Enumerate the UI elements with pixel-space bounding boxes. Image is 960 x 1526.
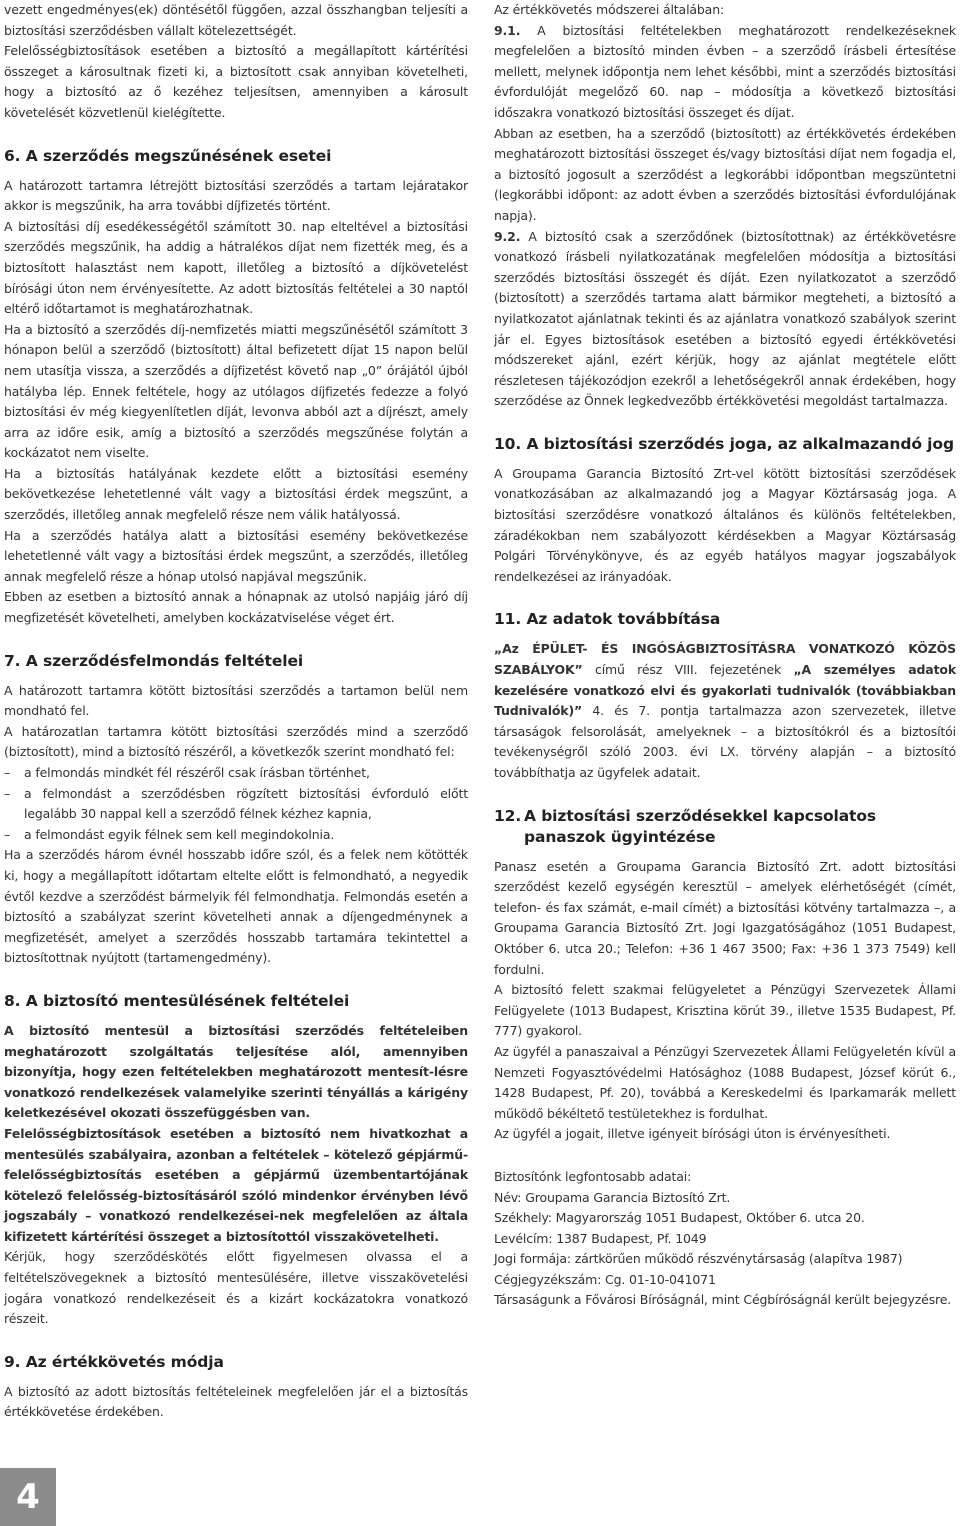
section-6-paragraph: A határozott tartamra létrejött biztosítási szerződés a tartam lejáratakor akkor is megszűnik, ha arra további díjfizetés történt.: [4, 177, 468, 214]
section-9-2-paragraph: [494, 227, 956, 412]
company-postal-address: Levélcím: 1387 Budapest, Pf. 1049: [494, 1230, 707, 1246]
company-legal-form: Jogi formája: zártkörűen működő részvénytársaság (alapítva 1987): [494, 1251, 903, 1267]
list-item: [4, 825, 468, 846]
section-8-paragraph: Kérjük, hogy szerződéskötés előtt figyelmesen olvassa el a feltételszövegeknek a biztosító mentesülésére, illetve visszakövetelési jogára vonatkozó rendelkezéseit és a kizárt kockázatokra vonatkozó részeit.: [4, 1249, 468, 1327]
section-9-heading: 9. Az értékkövetés módja: [4, 1352, 224, 1371]
intro-paragraph-2: Felelősségbiztosítások esetében a biztosító a megállapított kártérítési összeget a károsultnak fizeti ki, a biztosított csak annyiban követelheti, hogy a biztosító az ő kezéhez teljesítsen, amennyiben a károsult követelését közvetlenül kielégítette.: [4, 43, 468, 120]
section-9-paragraph: Abban az esetben, ha a szerződő (biztosított) az értékkövetés érdekében meghatározott biztosítási összeget és/vagy biztosítási díjat nem fogadja el, a biztosító jogosult a szerződést a legkorábbi időpontban megszüntetni (legkorábbi időpont: az adott évben a szerződés biztosítási évfordulójának napja).: [494, 125, 956, 223]
section-6-paragraph: Ha a biztosító a szerződés díj-nemfizetés miatti megszűnésétől számított 3 hónapon belül a szerződő (biztosított) által befizetett díjat 15 napon belül nem utasítja vissza, a szerződés a díjfizetést követő nap „0” órájától újból hatályba lép. Ennek feltétele, hogy az utólagos díjfizetés fedezze a folyó biztosítási év még kiegyenlítetlen díját, levonva abból azt a díjrészt, amely arra az időre esik, amíg a biztosító a szerződés megszűnése folytán a kockázatot nem viselte.: [4, 321, 468, 461]
section-7-paragraph: A határozott tartamra kötött biztosítási szerződés a tartamon belül nem mondható fel.: [4, 682, 468, 719]
section-6-paragraph: Ha a biztosítás hatályának kezdete előtt a biztosítási esemény bekövetkezése lehetetlenné vált vagy a biztosítási érdek megszűnt, a szerződés, illetőleg annak megfelelő része nem válik hatályossá.: [4, 465, 468, 523]
item-text: A biztosító csak a szerződőnek (biztosítottnak) az értékkövetésre vonatkozó írásbeli nyilatkozatának megfelelően módosítja a biztosítási szerződés biztosítási összegét és díját. Ezen nyilatkozatot a szerződő (biztosított) a szerződés tartama alatt bármikor megteheti, a biztosító a nyilatkozatot ajánlatnak tekinti és az ajánlatra vonatkozó szabályok szerint jár el. Egyes biztosítások esetében a biztosító egyedi értékkövetési módszereket ajánl, ezért kérjük, hogy az ajánlat megtétele előtt részletesen tájékozódjon ezekről a lehetőségekről annak érdekében, hogy szerződése az Önnek legkedvezőbb értékkövetési megoldást tartalmazza.: [494, 228, 956, 409]
section-6-paragraph: Ebben az esetben a biztosító annak a hónapnak az utolsó napjáig járó díj megfizetését követelheti, amelyben kockázatviselése véget ért.: [4, 589, 468, 626]
section-8-bold-paragraph: A biztosító mentesül a biztosítási szerződés feltételeiben meghatározott szolgáltatás teljesítése alól, amennyiben bizonyítja, hogy ezen feltételekben meghatározott mentesít-lésre vonatkozó rendelkezések valamelyike szerinti tényállás a kárigény keletkezésével okozati összefüggésben van.: [4, 1022, 468, 1121]
list-item-text: a felmondást a szerződésben rögzített biztosítási évforduló előtt legalább 30 nappal kell a szerződő félnek kézhez kapnia,: [24, 785, 468, 822]
dash-marker: –: [4, 765, 11, 780]
item-text: A biztosítási feltételekben meghatározott rendelkezéseknek megfelelően a biztosító minden évben – a szerződő írásbeli értesítése mellett, melynek időpontja nem lehet későbbi, mint a szerződés biztosítási évfordulóját megelőző 60. nap – módosítja a következő biztosítási időszakra vonatkozó biztosítási összeget és díjat.: [494, 22, 956, 120]
intro-paragraph-1: vezett engedményes(ek) döntésétől függően, azzal összhangban teljesíti a biztosítási szerződésben vállalt kötelezettségét.: [4, 2, 468, 38]
section-12-heading: [494, 806, 956, 848]
section-11-paragraph: [494, 639, 956, 783]
section-9-paragraph: A biztosító az adott biztosítás feltételeinek megfelelően jár el a biztosítás értékkövetése érdekében.: [4, 1383, 468, 1420]
section-9-methods-intro: Az értékkövetés módszerei általában:: [494, 2, 725, 17]
item-number: 9.2.: [494, 228, 521, 244]
section-6-heading: 6. A szerződés megszűnésének esetei: [4, 146, 332, 165]
section-12-number: 12.: [494, 806, 522, 825]
section-7-paragraph: Ha a szerződés három évnél hosszabb időre szól, és a felek nem kötötték ki, hogy a megállapított időtartam eltelte előtt is felmondható, a negyedik évtől kezdve a szerződést bármelyik fél felmondhatja. Felmondás esetén a biztosító a szabályzat szerint követelheti annak a díjengedménynek a megfizetését, amelyet a szerződés hosszabb tartamára tekintettel a biztosítottnak nyújtott (tartamengedmény).: [4, 847, 468, 966]
company-data-title: Biztosítónk legfontosabb adatai:: [494, 1168, 692, 1184]
company-name: Név: Groupama Garancia Biztosító Zrt.: [494, 1189, 731, 1205]
item-number: 9.1.: [494, 22, 521, 38]
section-10-heading: 10. A biztosítási szerződés joga, az alkalmazandó jog: [494, 434, 954, 453]
section-8-bold-paragraph: Felelősségbiztosítások esetében a biztosító nem hivatkozhat a mentesülés szabályaira, azonban a feltételek – kötelező gépjármű-felelősségbiztosítás esetében a gépjármű üzembentartójának kötelező felelősség-biztosításáról szóló mindenkor érvényben lévő jogszabály – vonatkozó rendelkezései-nek megfelelően az általa kifizetett kártérítési összeget a biztosítottól visszakövetelheti.: [4, 1125, 468, 1244]
dash-marker: –: [4, 826, 11, 842]
list-item-text: a felmondás mindkét fél részéről csak írásban történhet,: [24, 765, 370, 780]
inline-text: című rész VIII. fejezetének: [582, 662, 794, 678]
document-title-reference: „Az ÉPÜLET- ÉS INGÓSÁGBIZTOSÍTÁSRA VONATKOZÓ KÖZÖS SZABÁLYOK”: [494, 641, 956, 678]
section-7-heading: 7. A szerződésfelmondás feltételei: [4, 651, 304, 670]
section-9-1-paragraph: [494, 21, 956, 124]
section-12-title: A biztosítási szerződésekkel kapcsolatos panaszok ügyintézése: [524, 806, 877, 846]
section-12-paragraph: Panasz esetén a Groupama Garancia Biztosító Zrt. adott biztosítási szerződést kezelő egységén keresztül – amelyek elérhetőségét (címét, telefon- és fax számát, e-mail címét) a biztosítási kötvény tartalmazza –, a Groupama Garancia Biztosító Zrt. Jogi Igazgatóságához (1051 Budapest, Október 6. utca 20.; Telefon: +36 1 467 3500; Fax: +36 1 373 7549) kell fordulni.: [494, 858, 956, 977]
right-column: [494, 0, 956, 1311]
list-item: [4, 784, 468, 825]
dash-marker: –: [4, 785, 11, 801]
section-10-paragraph: A Groupama Garancia Biztosító Zrt-vel kötött biztosítási szerződések vonatkozásában az alkalmazandó jog a Magyar Köztársaság joga. A biztosítási szerződésre vonatkozó általános és különös feltételekben, záradékokban nem szabályozott kérdésekben a Magyar Köztársaság Polgári Törvénykönyve, és az egyéb hatályos magyar jogszabályok rendelkezései az irányadóak.: [494, 465, 956, 584]
chapter-title-reference: „A személyes adatok kezelésére vonatkozó elvi és gyakorlati tudnivalók (továbbiakban Tudnivalók)”: [494, 662, 957, 719]
section-12-paragraph: Az ügyfél a jogait, illetve igényeit bírósági úton is érvényesítheti.: [494, 1126, 891, 1142]
company-registration-number: Cégjegyzékszám: Cg. 01-10-041071: [494, 1271, 716, 1287]
list-item: [4, 763, 468, 784]
section-6-paragraph: A biztosítási díj esedékességétől számított 30. nap elteltével a biztosítási szerződés megszűnik, ha addig a hátralékos díjat nem fizették meg, és a biztosított halasztást nem kapott, illetőleg a biztosító a díjkövetelést bírósági úton nem érvényesítette. Az adott biztosítás feltételei a 30 naptól eltérő időtartamot is meghatározhatnak.: [4, 218, 468, 317]
inline-text: 4. és 7. pontja tartalmazza azon szervezetek, illetve társaságok felsorolását, amelyeknek – a biztosítókról és a biztosítói tevékenységről szóló 2003. évi LX. törvény alapján – a biztosító továbbíthatja az ügyfelek adatait.: [494, 703, 956, 780]
page-number: 4: [0, 1468, 56, 1526]
section-6-paragraph: Ha a szerződés hatálya alatt a biztosítási esemény bekövetkezése lehetetlenné vált vagy a biztosítási érdek megszűnt, a szerződés, illetőleg annak megfelelő része a hónap utolsó napjával megszűnik.: [4, 527, 468, 584]
left-column: [4, 0, 468, 1423]
section-12-paragraph: Az ügyfél a panaszaival a Pénzügyi Szervezetek Állami Felügyeletén kívül a Nemzeti Fogyasztóvédelmi Hatósághoz (1088 Budapest, József körút 6., 1428 Budapest, Pf. 20), továbbá a Kereskedelmi és Iparkamarák mellett működő békéltető testületekhez is fordulhat.: [494, 1043, 956, 1121]
section-8-heading: 8. A biztosító mentesülésének feltételei: [4, 991, 350, 1010]
section-12-paragraph: A biztosító felett szakmai felügyeletet a Pénzügyi Szervezetek Állami Felügyelete (1013 Budapest, Krisztina körút 39., illetve 1535 Budapest, Pf. 777) gyakorol.: [494, 982, 956, 1039]
section-11-heading: 11. Az adatok továbbítása: [494, 610, 721, 629]
list-item-text: a felmondást egyik félnek sem kell megindokolnia.: [24, 826, 335, 842]
section-7-paragraph: A határozatlan tartamra kötött biztosítási szerződés mind a szerződő (biztosított), mind a biztosító részéről, a következők szerint mondható fel:: [4, 723, 468, 760]
company-headquarters: Székhely: Magyarország 1051 Budapest, Október 6. utca 20.: [494, 1210, 865, 1226]
company-registration-note: Társaságunk a Fővárosi Bíróságnál, mint Cégbíróságnál került bejegyzésre.: [494, 1292, 952, 1308]
